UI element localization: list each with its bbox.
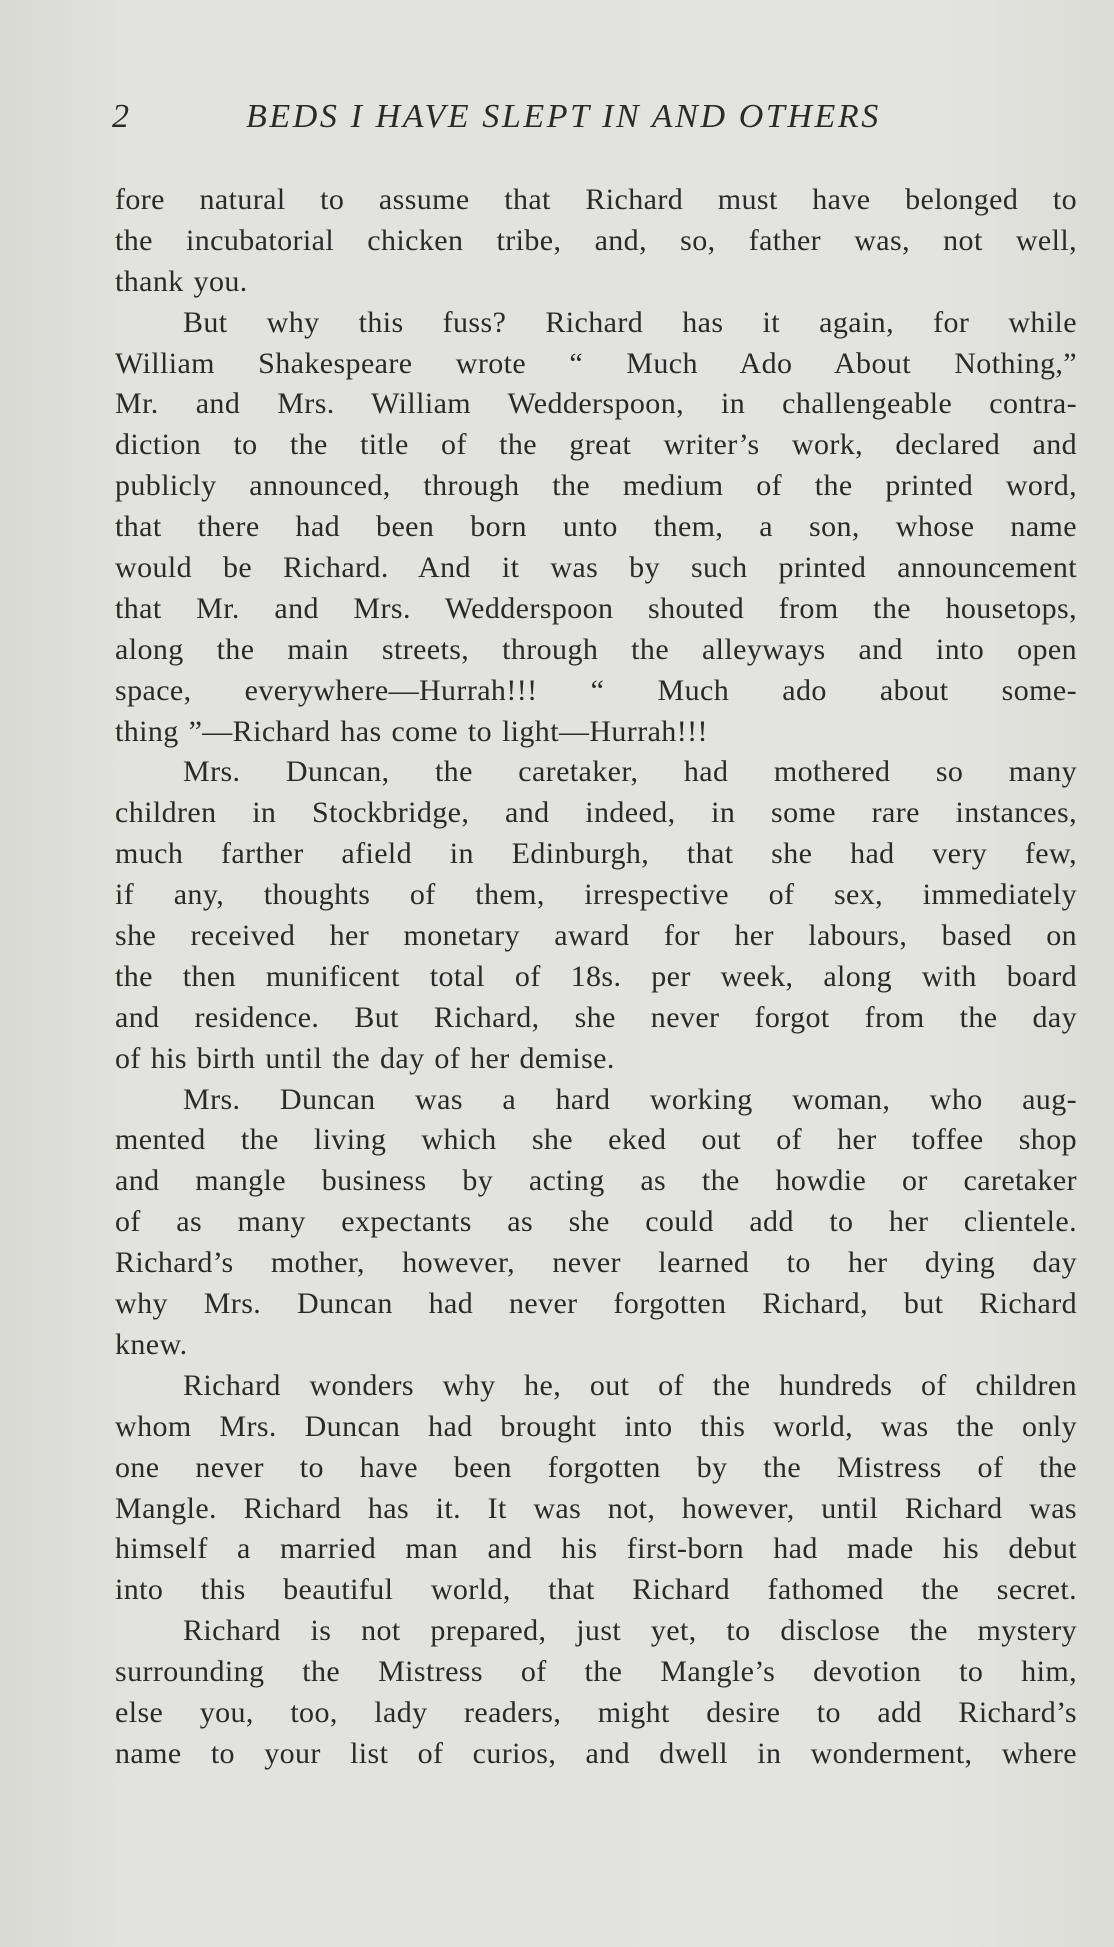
text-line: that there had been born unto them, a son, whose name xyxy=(115,510,1077,544)
text-line: publicly announced, through the medium of the printed word, xyxy=(115,469,1077,503)
text-line: Richard wonders why he, out of the hundreds of children xyxy=(183,1368,1077,1402)
text-line: one never to have been forgotten by the Mistress of the xyxy=(115,1450,1077,1484)
text-line: thank you. xyxy=(115,264,248,298)
text-line: thing ”—Richard has come to light—Hurrah!!! xyxy=(115,714,708,748)
text-line: along the main streets, through the alleyways and into open xyxy=(115,632,1077,666)
text-line: children in Stockbridge, and indeed, in some rare instances, xyxy=(115,796,1077,830)
text-line: himself a married man and his first-born had made his debut xyxy=(115,1532,1077,1566)
text-line: Mrs. Duncan, the caretaker, had mothered so many xyxy=(183,755,1077,789)
text-line: and residence. But Richard, she never forgot from the day xyxy=(115,1000,1077,1034)
text-line: the then munificent total of 18s. per week, along with board xyxy=(115,959,1077,993)
text-line: of his birth until the day of her demise. xyxy=(115,1041,615,1075)
text-line: diction to the title of the great writer’s work, declared and xyxy=(115,428,1077,462)
text-line: space, everywhere—Hurrah!!! “ Much ado about some- xyxy=(115,673,1077,707)
text-line: knew. xyxy=(115,1327,188,1361)
text-line: Mrs. Duncan was a hard working woman, who aug- xyxy=(183,1082,1077,1116)
text-line: whom Mrs. Duncan had brought into this world, was the only xyxy=(115,1409,1077,1443)
running-title: BEDS I HAVE SLEPT IN AND OTHERS xyxy=(246,98,881,135)
text-line: the incubatorial chicken tribe, and, so, father was, not well, xyxy=(115,223,1077,257)
text-line: Richard’s mother, however, never learned to her dying day xyxy=(115,1246,1077,1280)
text-line: surrounding the Mistress of the Mangle’s devotion to him, xyxy=(115,1655,1077,1689)
page-header xyxy=(112,98,992,142)
page-number: 2 xyxy=(112,98,130,135)
text-line: why Mrs. Duncan had never forgotten Richard, but Richard xyxy=(115,1287,1077,1321)
text-line: of as many expectants as she could add to her clientele. xyxy=(115,1205,1077,1239)
text-line: William Shakespeare wrote “ Much Ado About Nothing,” xyxy=(115,346,1077,380)
text-line: she received her monetary award for her labours, based on xyxy=(115,919,1077,953)
text-line: mented the living which she eked out of her toffee shop xyxy=(115,1123,1077,1157)
text-line: else you, too, lady readers, might desire to add Richard’s xyxy=(115,1695,1077,1729)
text-line: name to your list of curios, and dwell in wonderment, where xyxy=(115,1736,1077,1770)
text-line: that Mr. and Mrs. Wedderspoon shouted from the housetops, xyxy=(115,591,1077,625)
body-text xyxy=(115,180,1077,1775)
text-line: into this beautiful world, that Richard fathomed the secret. xyxy=(115,1573,1077,1607)
text-line: But why this fuss? Richard has it again, for while xyxy=(183,305,1077,339)
text-line: Mr. and Mrs. William Wedderspoon, in challengeable contra- xyxy=(115,387,1077,421)
text-line: Mangle. Richard has it. It was not, however, until Richard was xyxy=(115,1491,1077,1525)
text-line: Richard is not prepared, just yet, to disclose the mystery xyxy=(183,1614,1077,1648)
text-line: fore natural to assume that Richard must have belonged to xyxy=(115,183,1077,216)
text-line: would be Richard. And it was by such printed announcement xyxy=(115,551,1077,585)
text-line: if any, thoughts of them, irrespective of sex, immediately xyxy=(115,878,1077,912)
text-line: much farther afield in Edinburgh, that she had very few, xyxy=(115,837,1077,871)
text-line: and mangle business by acting as the howdie or caretaker xyxy=(115,1164,1077,1198)
